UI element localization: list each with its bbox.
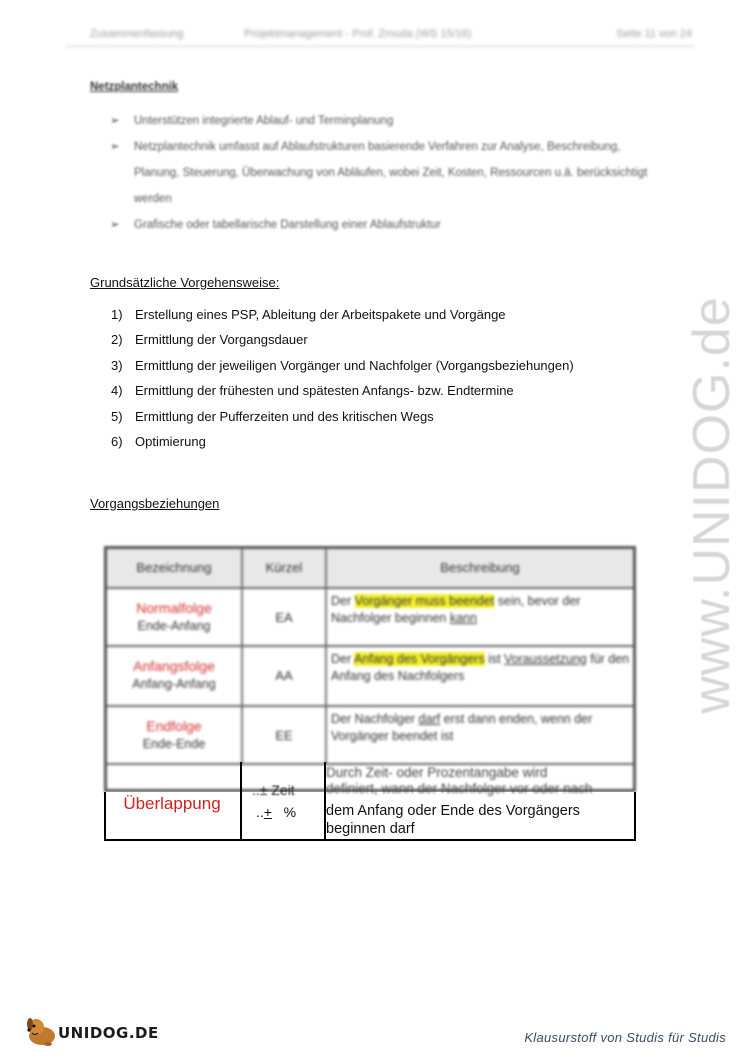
step-item: 6) Optimierung [111, 434, 206, 450]
relation-name: Normalfolge [136, 600, 212, 616]
section-title-netzplantechnik: Netzplantechnik [90, 81, 179, 93]
netzplan-bullet-list [110, 108, 700, 238]
relations-table [104, 546, 636, 841]
bullet-item: ➢ Unterstützen integrierte Ablauf- und Terminplanung [110, 108, 700, 134]
arrow-bullet-icon: ➢ [110, 219, 120, 231]
relation-abbr: AA [243, 647, 327, 705]
relation-desc-blurred: Durch Zeit- oder Prozentangabe wird definiert, wann der Nachfolger vor oder nach [326, 765, 593, 796]
table-row [107, 647, 633, 707]
relation-name: Endfolge [146, 718, 202, 734]
step-item: 4) Ermittlung der frühesten und spätesten Anfangs- bzw. Endtermine [111, 383, 514, 399]
relation-subname: Anfang-Anfang [132, 677, 216, 691]
arrow-bullet-icon: ➢ [110, 141, 120, 153]
relation-name: Anfangsfolge [133, 658, 215, 674]
relation-abbr: EA [243, 589, 327, 645]
bullet-item: ➢ Netzplantechnik umfasst auf Ablaufstrukturen basierende Verfahren zur Analyse, Beschreibung, [110, 134, 700, 160]
logo-text: UNIDOG.DE [58, 1024, 159, 1042]
relation-desc: Der Nachfolger darf erst dann enden, wenn der Vorgänger beendet ist [331, 712, 593, 743]
relation-abbr-percent: ..+ % [256, 804, 297, 820]
watermark: www.UNIDOG.de [683, 296, 741, 714]
relation-abbr: EE [243, 707, 327, 763]
table-blurred-part [104, 546, 636, 792]
heading-vorgehensweise: Grundsätzliche Vorgehensweise: [90, 275, 280, 290]
bullet-continuation: werden [134, 193, 172, 205]
step-item: 2) Ermittlung der Vorgangsdauer [111, 332, 308, 348]
header-center: Projektmanagement - Prof. Zmuda (WS 15/16) [244, 28, 472, 40]
header-left: Zusammenfassung [90, 28, 184, 40]
header-right: Seite 11 von 24 [616, 28, 692, 40]
relation-desc: Der Vorgänger muss beendet sein, bevor der Nachfolger beginnen kann [331, 594, 581, 625]
table-header-cell: Beschreibung [327, 549, 633, 587]
table-header-cell: Bezeichnung [107, 549, 243, 587]
dog-icon [22, 1014, 62, 1048]
arrow-bullet-icon: ➢ [110, 115, 120, 127]
relation-name-ueberlappung: Überlappung [123, 794, 221, 813]
table-row [107, 707, 633, 765]
relation-desc-ueberlappung: dem Anfang oder Ende des Vorgängers beginnen darf [326, 803, 580, 837]
step-item: 1) Erstellung eines PSP, Ableitung der Arbeitspakete und Vorgänge [111, 307, 506, 322]
relation-subname: Ende-Ende [142, 737, 206, 751]
relation-abbr-zeit: ..± Zeit [252, 782, 295, 798]
unidog-logo [22, 1014, 162, 1048]
page-header [66, 26, 694, 47]
relation-subname: Ende-Anfang [137, 619, 211, 633]
heading-vorgangsbeziehungen: Vorgangsbeziehungen [90, 496, 220, 511]
bullet-item: ➢ Grafische oder tabellarische Darstellung einer Ablaufstruktur [110, 212, 700, 238]
table-row [107, 589, 633, 647]
bullet-continuation: Planung, Steuerung, Überwachung von Abläufen, wobei Zeit, Kosten, Ressourcen u.ä. berücksichtigt [134, 167, 648, 179]
footer-slogan: Klausurstoff von Studis für Studis [524, 1030, 726, 1045]
relation-desc: Der Anfang des Vorgängers ist Voraussetzung für den Anfang des Nachfolgers [331, 652, 630, 683]
table-header-cell: Kürzel [243, 549, 327, 587]
table-header-row [107, 549, 633, 589]
step-item: 3) Ermittlung der jeweiligen Vorgänger und Nachfolger (Vorgangsbeziehungen) [111, 357, 574, 373]
step-item: 5) Ermittlung der Pufferzeiten und des kritischen Wegs [111, 408, 434, 424]
steps-list [111, 302, 671, 454]
